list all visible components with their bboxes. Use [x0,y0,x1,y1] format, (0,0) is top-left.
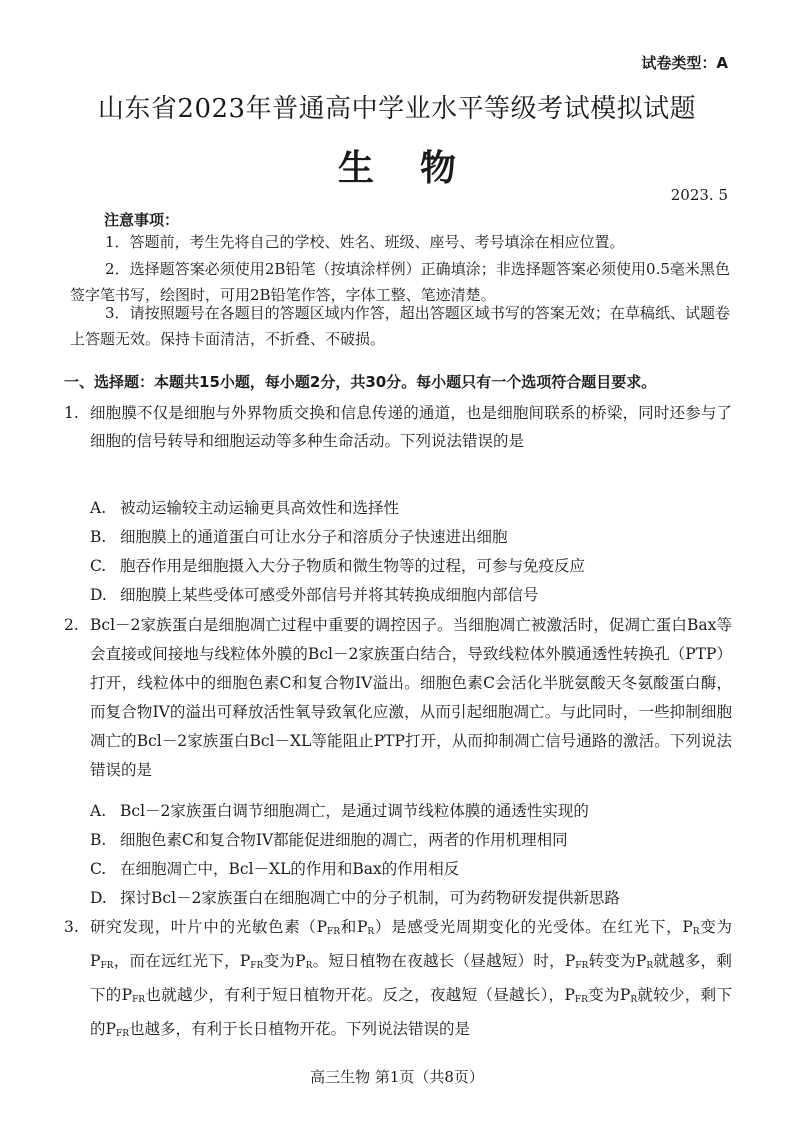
question-stem: 细胞膜不仅是细胞与外界物质交换和信息传递的通道，也是细胞间联系的桥梁，同时还参与了细胞的信号转导和细胞运动等多种生命活动。下列说法错误的是 [90,404,732,450]
option-text: 细胞膜上的通道蛋白可让水分子和溶质分子快速进出细胞 [120,528,508,546]
option-text: 细胞色素C和复合物IV都能促进细胞的凋亡，两者的作用机理相同 [120,831,568,849]
stem-text: 就较少，剩下的 [90,986,732,1038]
question-2 [0,611,794,781]
subscript-r: R [305,961,313,971]
question-number: 2. [64,616,79,634]
option-text: 被动运输较主动运输更具高效性和选择性 [120,499,400,517]
subscript-fr: FR [575,961,589,971]
question-2-option-a [90,797,589,825]
option-text: Bcl－2家族蛋白调节细胞凋亡，是通过调节线粒体膜的通透性实现的 [120,802,589,820]
option-letter: B. [90,528,107,546]
question-stem [90,913,732,1049]
option-letter: A. [90,802,107,820]
notice-item-2: 2．选择题答案必须使用2B铅笔（按填涂样例）正确填涂；非选择题答案必须使用0.5毫米黑色签字笔书写，绘图时，可用2B铅笔作答，字体工整、笔迹清楚。 [70,260,730,304]
symbol-p: P [682,918,693,936]
subscript-fr: FR [327,927,341,937]
subscript-fr: FR [100,961,114,971]
page-footer: 高三生物 第1页（共8页） [310,1068,484,1086]
subscript-r: R [367,927,375,937]
symbol-p: P [564,986,575,1004]
question-2-option-b [90,826,568,854]
subscript-fr: FR [574,995,588,1005]
stem-text: 变为 [263,952,296,970]
question-3 [0,913,794,1053]
notice-item-3: 3．请按照题号在各题目的答题区域内作答，超出答题区域书写的答案无效；在草稿纸、试题卷上答题无效。保持卡面清洁，不折叠、不破损。 [70,304,730,348]
symbol-p: P [105,1020,116,1038]
notice-heading: 注意事项： [104,211,180,229]
option-letter: B. [90,831,107,849]
exam-title: 山东省2023年普通高中学业水平等级考试模拟试题 [97,94,697,124]
symbol-p: P [316,918,328,936]
stem-text: 变为 [587,986,620,1004]
symbol-p: P [295,952,306,970]
question-2-option-c [90,855,459,883]
option-letter: C. [90,557,107,575]
option-text: 胞吞作用是细胞摄入大分子物质和微生物等的过程，可参与免疫反应 [120,557,586,575]
stem-text: 研究发现，叶片中的光敏色素（ [90,918,317,936]
option-text: 探讨Bcl－2家族蛋白在细胞凋亡中的分子机制，可为药物研发提供新思路 [120,889,620,907]
notice-item-1: 1．答题前，考生先将自己的学校、姓名、班级、座号、考号填涂在相应位置。 [105,233,625,251]
stem-text: ）是感受光周期变化的光受体。在红光下， [374,918,683,936]
subscript-fr: FR [250,961,264,971]
symbol-p: P [564,952,576,970]
question-number: 1. [64,404,79,422]
question-number: 3. [64,918,79,936]
symbol-p: P [635,952,647,970]
symbol-p: P [90,952,101,970]
question-stem: Bcl－2家族蛋白是细胞凋亡过程中重要的调控因子。当细胞凋亡被激活时，促凋亡蛋白Bax等会直接或间接地与线粒体外膜的Bcl－2家族蛋白结合，导致线粒体外膜通透性转换孔（PTP）打开，线粒体中的细胞色素C和复合物IV溢出。细胞色素C会活化半胱氨酸天冬氨酸蛋白酶，而复合物IV的溢出可释放活性氧导致氧化应激，从而引起细胞凋亡。与此同时，一些抑制细胞凋亡的Bcl－2家族蛋白Bcl－XL等能阻止PTP打开，从而抑制凋亡信号通路的激活。下列说法错误的是 [90,616,732,779]
stem-text: 和 [340,918,357,936]
question-1-option-d [90,581,539,609]
stem-text: 变为 [699,918,732,936]
subscript-r: R [630,995,638,1005]
stem-text: ，而在远红光下， [113,952,240,970]
stem-text: 。短日植物在夜越长（昼越短）时， [312,952,565,970]
exam-date: 2023. 5 [670,186,728,204]
option-letter: D. [90,889,107,907]
option-text: 在细胞凋亡中，Bcl－XL的作用和Bax的作用相反 [120,860,460,878]
section-heading: 一、选择题：本题共15小题，每小题2分，共30分。每小题只有一个选项符合题目要求。 [64,373,657,391]
subject-title: 生物 [337,147,502,189]
stem-text: 转变为 [588,952,636,970]
option-text: 细胞膜上某些受体可感受外部信号并将其转换成细胞内部信号 [120,586,539,604]
question-1-option-c [90,552,585,580]
subscript-fr: FR [115,1029,129,1039]
question-1-option-a [90,494,399,522]
subscript-r: R [692,927,700,937]
symbol-p: P [239,952,251,970]
subscript-r: R [646,961,654,971]
question-1-option-b [90,523,508,551]
stem-text: 也就越少，有利于短日植物开花。反之，夜越短（昼越长）， [145,986,565,1004]
symbol-p: P [619,986,631,1004]
symbol-p: P [356,918,368,936]
symbol-p: P [121,986,133,1004]
stem-text: 就越多，剩下的 [90,952,732,1004]
option-letter: D. [90,586,107,604]
option-letter: A. [90,499,107,517]
question-2-option-d [90,884,620,912]
paper-type-label: 试卷类型：A [641,54,728,72]
subscript-fr: FR [132,995,146,1005]
option-letter: C. [90,860,107,878]
stem-text: 也越多，有利于长日植物开花。下列说法错误的是 [128,1020,470,1038]
